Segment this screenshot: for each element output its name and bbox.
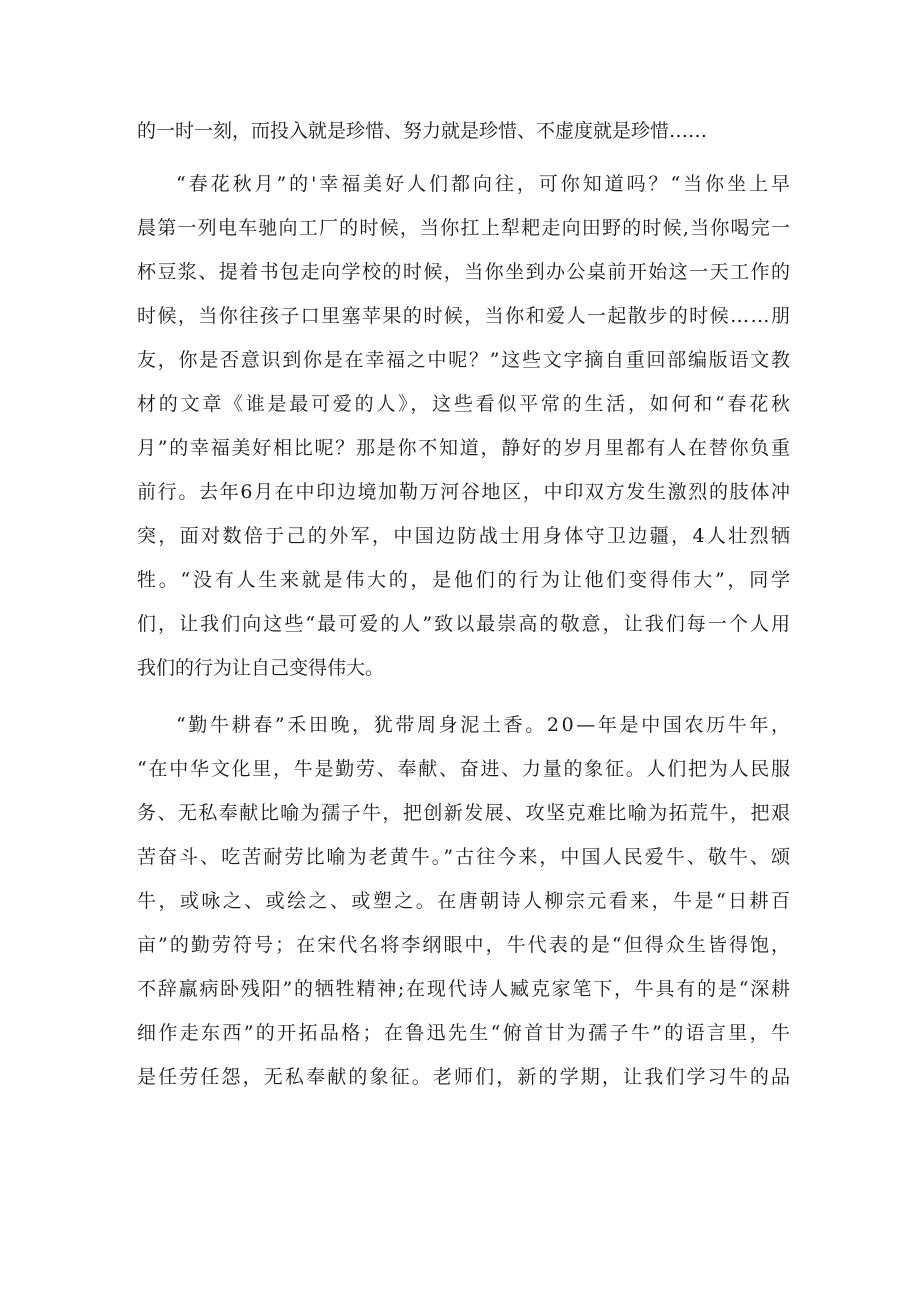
text-line-20: 不辞羸病卧残阳”的牺牲精神;在现代诗人臧克家笔下，牛具有的是“深耕 [137,978,792,1000]
text-line-16: 务、无私奉献比喻为孺子牛，把创新发展、攻坚克难比喻为拓荒牛，把艰 [137,802,792,824]
text-line-14: “勤牛耕春”禾田晚，犹带周身泥土香。20—年是中国农历牛年， [176,714,793,736]
text-line-5: 时候，当你往孩子口里塞苹果的时候，当你和爱人一起散步的时候……朋 [137,305,792,327]
text-line-13: 我们的行为让自己变得伟大。 [137,657,385,679]
text-line-1: 的一时一刻，而投入就是珍惜、努力就是珍惜、不虚度就是珍惜…… [137,120,708,142]
text-line-17: 苦奋斗、吃苦耐劳比喻为老黄牛。”古往今来，中国人民爱牛、敬牛、颂 [137,846,793,868]
text-line-11: 牲。“没有人生来就是伟大的，是他们的行为让他们变得伟大”，同学 [137,569,793,591]
text-line-12: 们，让我们向这些“最可爱的人”致以最崇高的敬意，让我们每一个人用 [137,613,793,635]
text-line-8: 月”的幸福美好相比呢？那是你不知道，静好的岁月里都有人在替你负重 [137,437,792,459]
text-line-4: 杯豆浆、提着书包走向学校的时候，当你坐到办公桌前开始这一天工作的 [137,261,792,283]
text-line-9: 前行。去年6月在中印边境加勒万河谷地区，中印双方发生激烈的肢体冲 [137,481,792,503]
text-line-22: 是任劳任怨，无私奉献的象征。老师们，新的学期，让我们学习牛的品 [137,1066,793,1088]
text-line-7: 材的文章《谁是最可爱的人》，这些看似平常的生活，如何和“春花秋 [137,393,793,415]
text-line-18: 牛，或咏之、或绘之、或塑之。在唐朝诗人柳宗元看来，牛是“日耕百 [137,890,793,912]
text-line-15: “在中华文化里，牛是勤劳、奉献、奋进、力量的象征。人们把为人民服 [137,758,792,780]
text-line-6: 友，你是否意识到你是在幸福之中呢？”这些文字摘自重回部编版语文教 [137,349,792,371]
text-line-19: 亩”的勤劳符号；在宋代名将李纲眼中，牛代表的是“但得众生皆得饱， [137,934,793,956]
text-line-3: 晨第一列电车驰向工厂的时候，当你扛上犁耙走向田野的时候,当你喝完一 [137,217,792,239]
text-line-10: 突，面对数倍于己的外军，中国边防战士用身体守卫边疆，4人壮烈牺 [137,525,793,547]
text-line-2: “春花秋月”的'幸福美好人们都向往，可你知道吗？“当你坐上早 [176,173,793,195]
text-line-21: 细作走东西”的开拓品格；在鲁迅先生“俯首甘为孺子牛”的语言里，牛 [137,1022,793,1044]
